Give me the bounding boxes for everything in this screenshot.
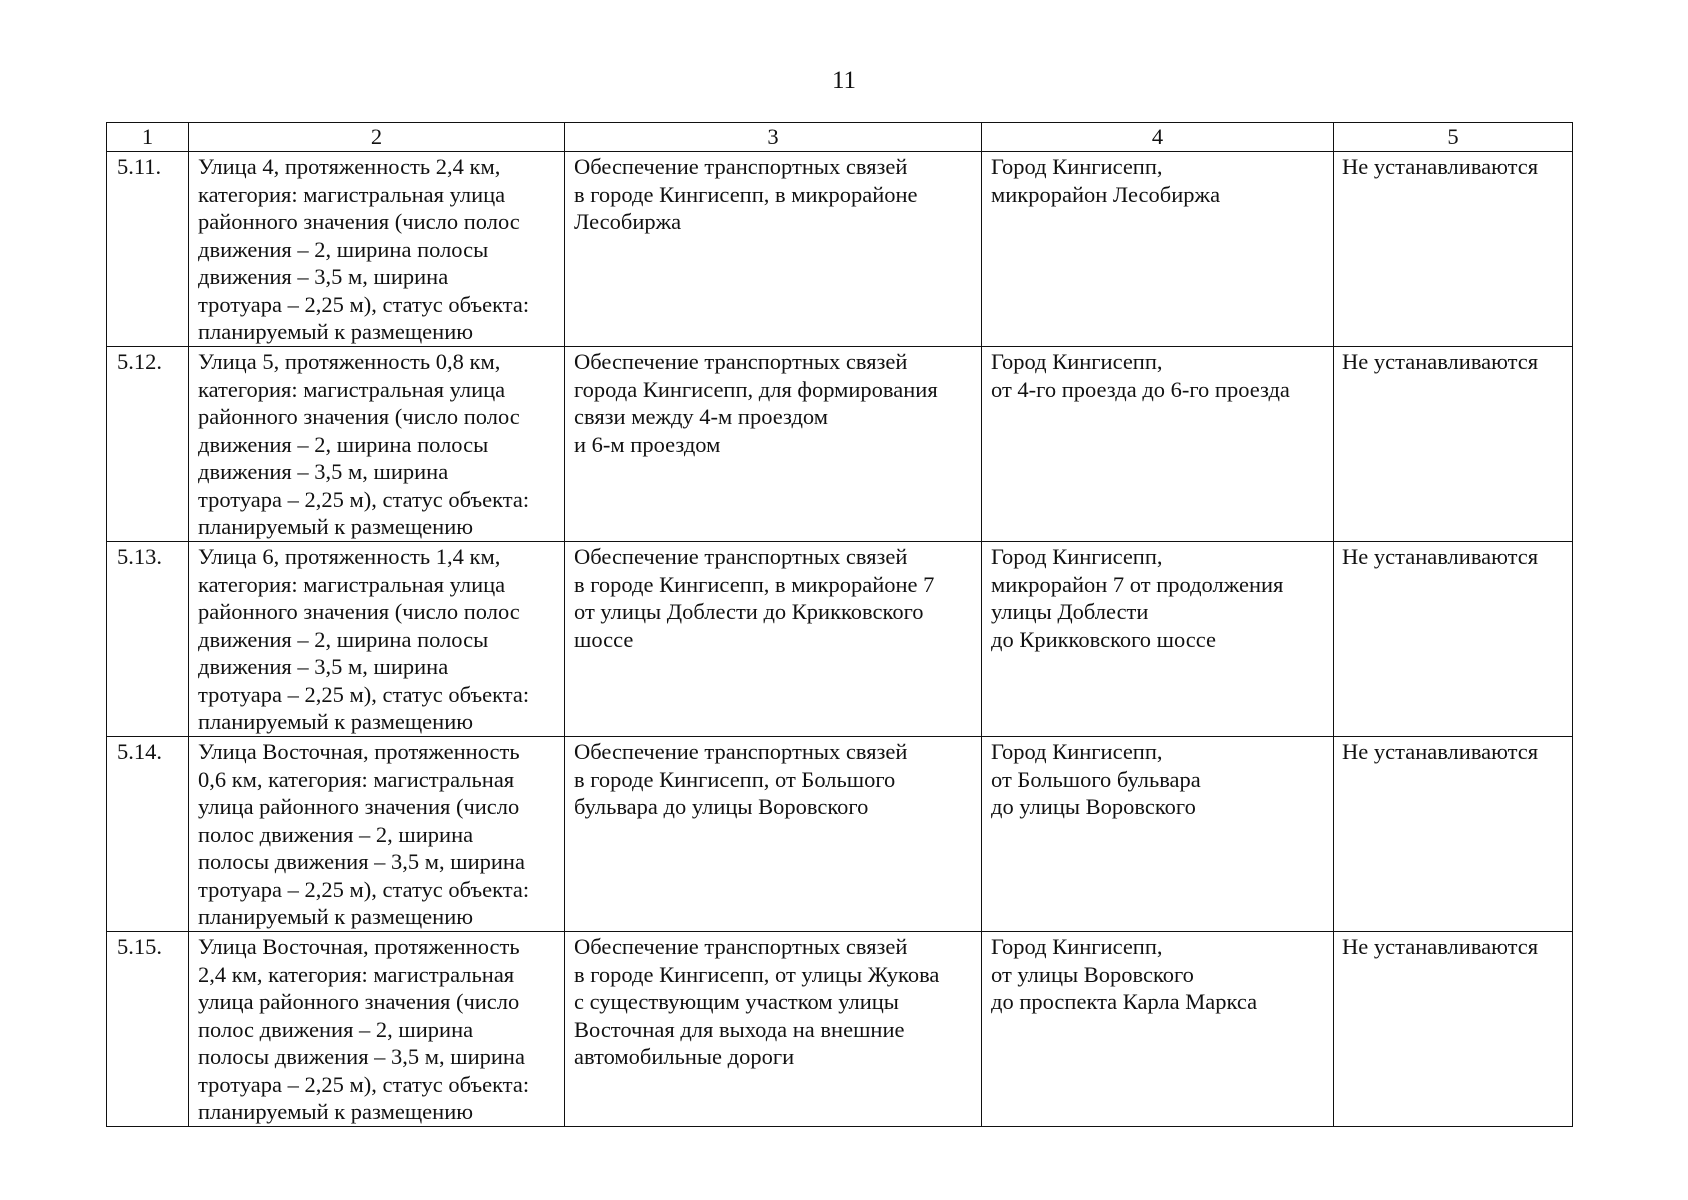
object-location: Город Кингисепп, от улицы Воровского до проспекта Карла Маркса <box>982 932 1334 1127</box>
object-location: Город Кингисепп, микрорайон 7 от продолжения улицы Доблести до Крикковского шоссе <box>982 542 1334 737</box>
object-zones: Не устанавливаются <box>1334 737 1573 932</box>
objects-table <box>106 122 1573 1127</box>
table-row <box>107 737 1573 932</box>
row-number: 5.14. <box>107 737 189 932</box>
row-number: 5.13. <box>107 542 189 737</box>
row-number: 5.15. <box>107 932 189 1127</box>
object-purpose: Обеспечение транспортных связей в городе Кингисепп, от улицы Жукова с существующим участком улицы Восточная для выхода на внешние автомобильные дороги <box>565 932 982 1127</box>
object-location: Город Кингисепп, от Большого бульвара до улицы Воровского <box>982 737 1334 932</box>
row-number: 5.11. <box>107 152 189 347</box>
table-row <box>107 347 1573 542</box>
column-number-5: 5 <box>1334 123 1573 152</box>
object-description: Улица Восточная, протяженность 0,6 км, категория: магистральная улица районного значения (число полос движения – 2, ширина полосы движения – 3,5 м, ширина тротуара – 2,25 м), статус объекта: планируемый к размещению <box>189 737 565 932</box>
table-row <box>107 542 1573 737</box>
column-number-row <box>107 123 1573 152</box>
object-description: Улица Восточная, протяженность 2,4 км, категория: магистральная улица районного значения (число полос движения – 2, ширина полосы движения – 3,5 м, ширина тротуара – 2,25 м), статус объекта: планируемый к размещению <box>189 932 565 1127</box>
object-purpose: Обеспечение транспортных связей в городе Кингисепп, в микрорайоне 7 от улицы Доблести до Крикковского шоссе <box>565 542 982 737</box>
object-description: Улица 6, протяженность 1,4 км, категория: магистральная улица районного значения (число полос движения – 2, ширина полосы движения – 3,5 м, ширина тротуара – 2,25 м), статус объекта: планируемый к размещению <box>189 542 565 737</box>
object-zones: Не устанавливаются <box>1334 152 1573 347</box>
object-location: Город Кингисепп, от 4-го проезда до 6-го проезда <box>982 347 1334 542</box>
object-purpose: Обеспечение транспортных связей города Кингисепп, для формирования связи между 4-м проездом и 6-м проездом <box>565 347 982 542</box>
page-number: 11 <box>831 67 857 94</box>
object-purpose: Обеспечение транспортных связей в городе Кингисепп, от Большого бульвара до улицы Воровского <box>565 737 982 932</box>
object-purpose: Обеспечение транспортных связей в городе Кингисепп, в микрорайоне Лесобиржа <box>565 152 982 347</box>
object-description: Улица 4, протяженность 2,4 км, категория: магистральная улица районного значения (число полос движения – 2, ширина полосы движения – 3,5 м, ширина тротуара – 2,25 м), статус объекта: планируемый к размещению <box>189 152 565 347</box>
table-row <box>107 152 1573 347</box>
object-zones: Не устанавливаются <box>1334 542 1573 737</box>
object-location: Город Кингисепп, микрорайон Лесобиржа <box>982 152 1334 347</box>
row-number: 5.12. <box>107 347 189 542</box>
column-number-3: 3 <box>565 123 982 152</box>
column-number-4: 4 <box>982 123 1334 152</box>
column-number-2: 2 <box>189 123 565 152</box>
table-row <box>107 932 1573 1127</box>
object-description: Улица 5, протяженность 0,8 км, категория: магистральная улица районного значения (число полос движения – 2, ширина полосы движения – 3,5 м, ширина тротуара – 2,25 м), статус объекта: планируемый к размещению <box>189 347 565 542</box>
object-zones: Не устанавливаются <box>1334 347 1573 542</box>
object-zones: Не устанавливаются <box>1334 932 1573 1127</box>
column-number-1: 1 <box>107 123 189 152</box>
